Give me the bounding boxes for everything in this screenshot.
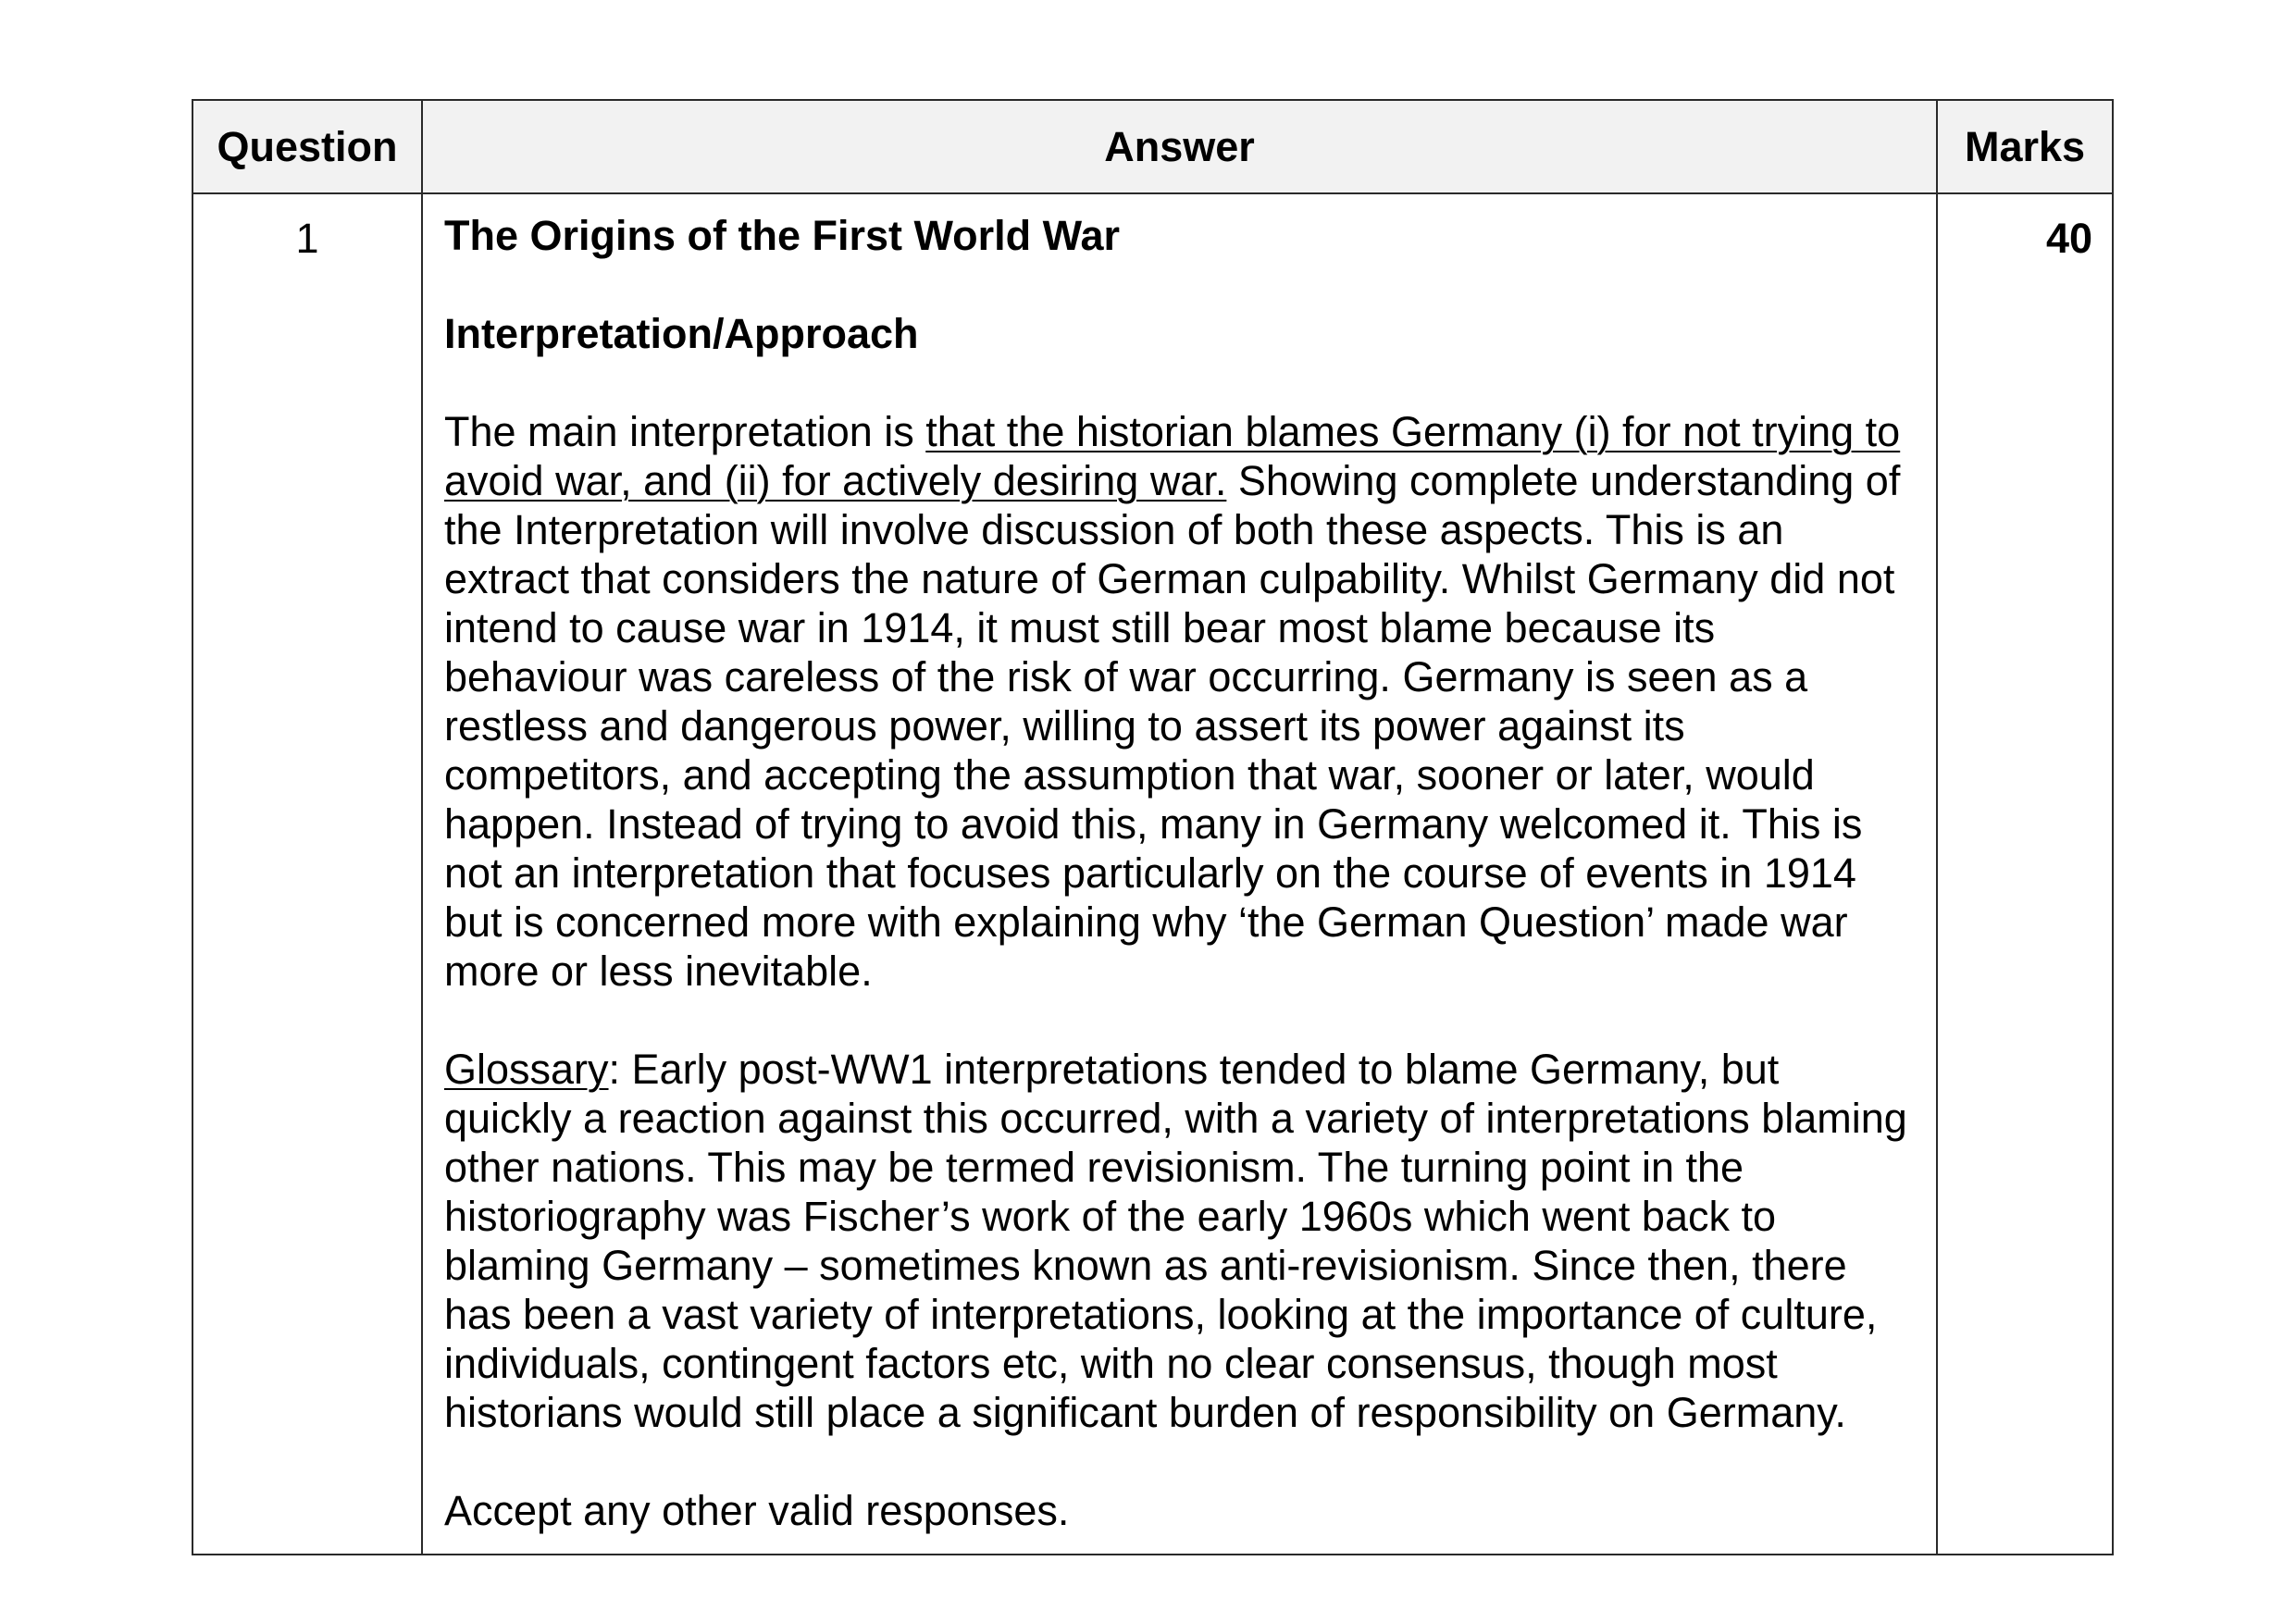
answer-title: The Origins of the First World War bbox=[444, 212, 1121, 259]
interpretation-lead: The main interpretation is bbox=[444, 408, 926, 455]
answer-column-header: Answer bbox=[422, 100, 1937, 193]
interpretation-rest: Showing complete understanding of the Interpretation will involve discussion of both these aspects. This is an extract that considers the nature of German culpability. Whilst Germany did not intend to cause war in 1914, it must still bear most blame because its behaviour was careless of the risk of war occurring. Germany is seen as a restless and dangerous power, willing to assert its power against its competitors, and accepting the assumption that war, sooner or later, would happen. Instead of trying to avoid this, many in Germany welcomed it. This is not an interpretation that focuses particularly on the course of events in 1914 but is concerned more with explaining why ‘the German Question’ made war more or less inevitable. bbox=[444, 457, 1901, 995]
table-row bbox=[192, 193, 2113, 1555]
glossary-text: : Early post-WW1 interpretations tended to blame Germany, but quickly a reaction against this occurred, with a variety of interpretations blaming other nations. This may be termed revisionism. The turning point in the historiography was Fischer’s work of the early 1960s which went back to blaming Germany – sometimes known as anti-revisionism. Since then, there has been a vast variety of interpretations, looking at the importance of culture, individuals, contingent factors etc, with no clear consensus, though most historians would still place a significant burden of responsibility on Germany. bbox=[444, 1046, 1907, 1436]
mark-scheme-table bbox=[192, 99, 2114, 1555]
header-row bbox=[192, 100, 2113, 193]
question-number: 1 bbox=[192, 193, 422, 1555]
closing-note: Accept any other valid responses. bbox=[444, 1487, 1070, 1534]
interpretation-paragraph bbox=[444, 407, 1908, 996]
interpretation-underlined: that the historian blames Germany (i) for not trying to avoid war, and (ii) for actively desiring war. bbox=[444, 408, 1901, 504]
answer-cell bbox=[422, 193, 1937, 1555]
marks-column-header: Marks bbox=[1937, 100, 2113, 193]
glossary-paragraph bbox=[444, 1045, 1908, 1437]
marks-value: 40 bbox=[1937, 193, 2113, 1555]
answer-subheading: Interpretation/Approach bbox=[444, 310, 919, 357]
glossary-label: Glossary bbox=[444, 1046, 609, 1093]
question-column-header: Question bbox=[192, 100, 422, 193]
